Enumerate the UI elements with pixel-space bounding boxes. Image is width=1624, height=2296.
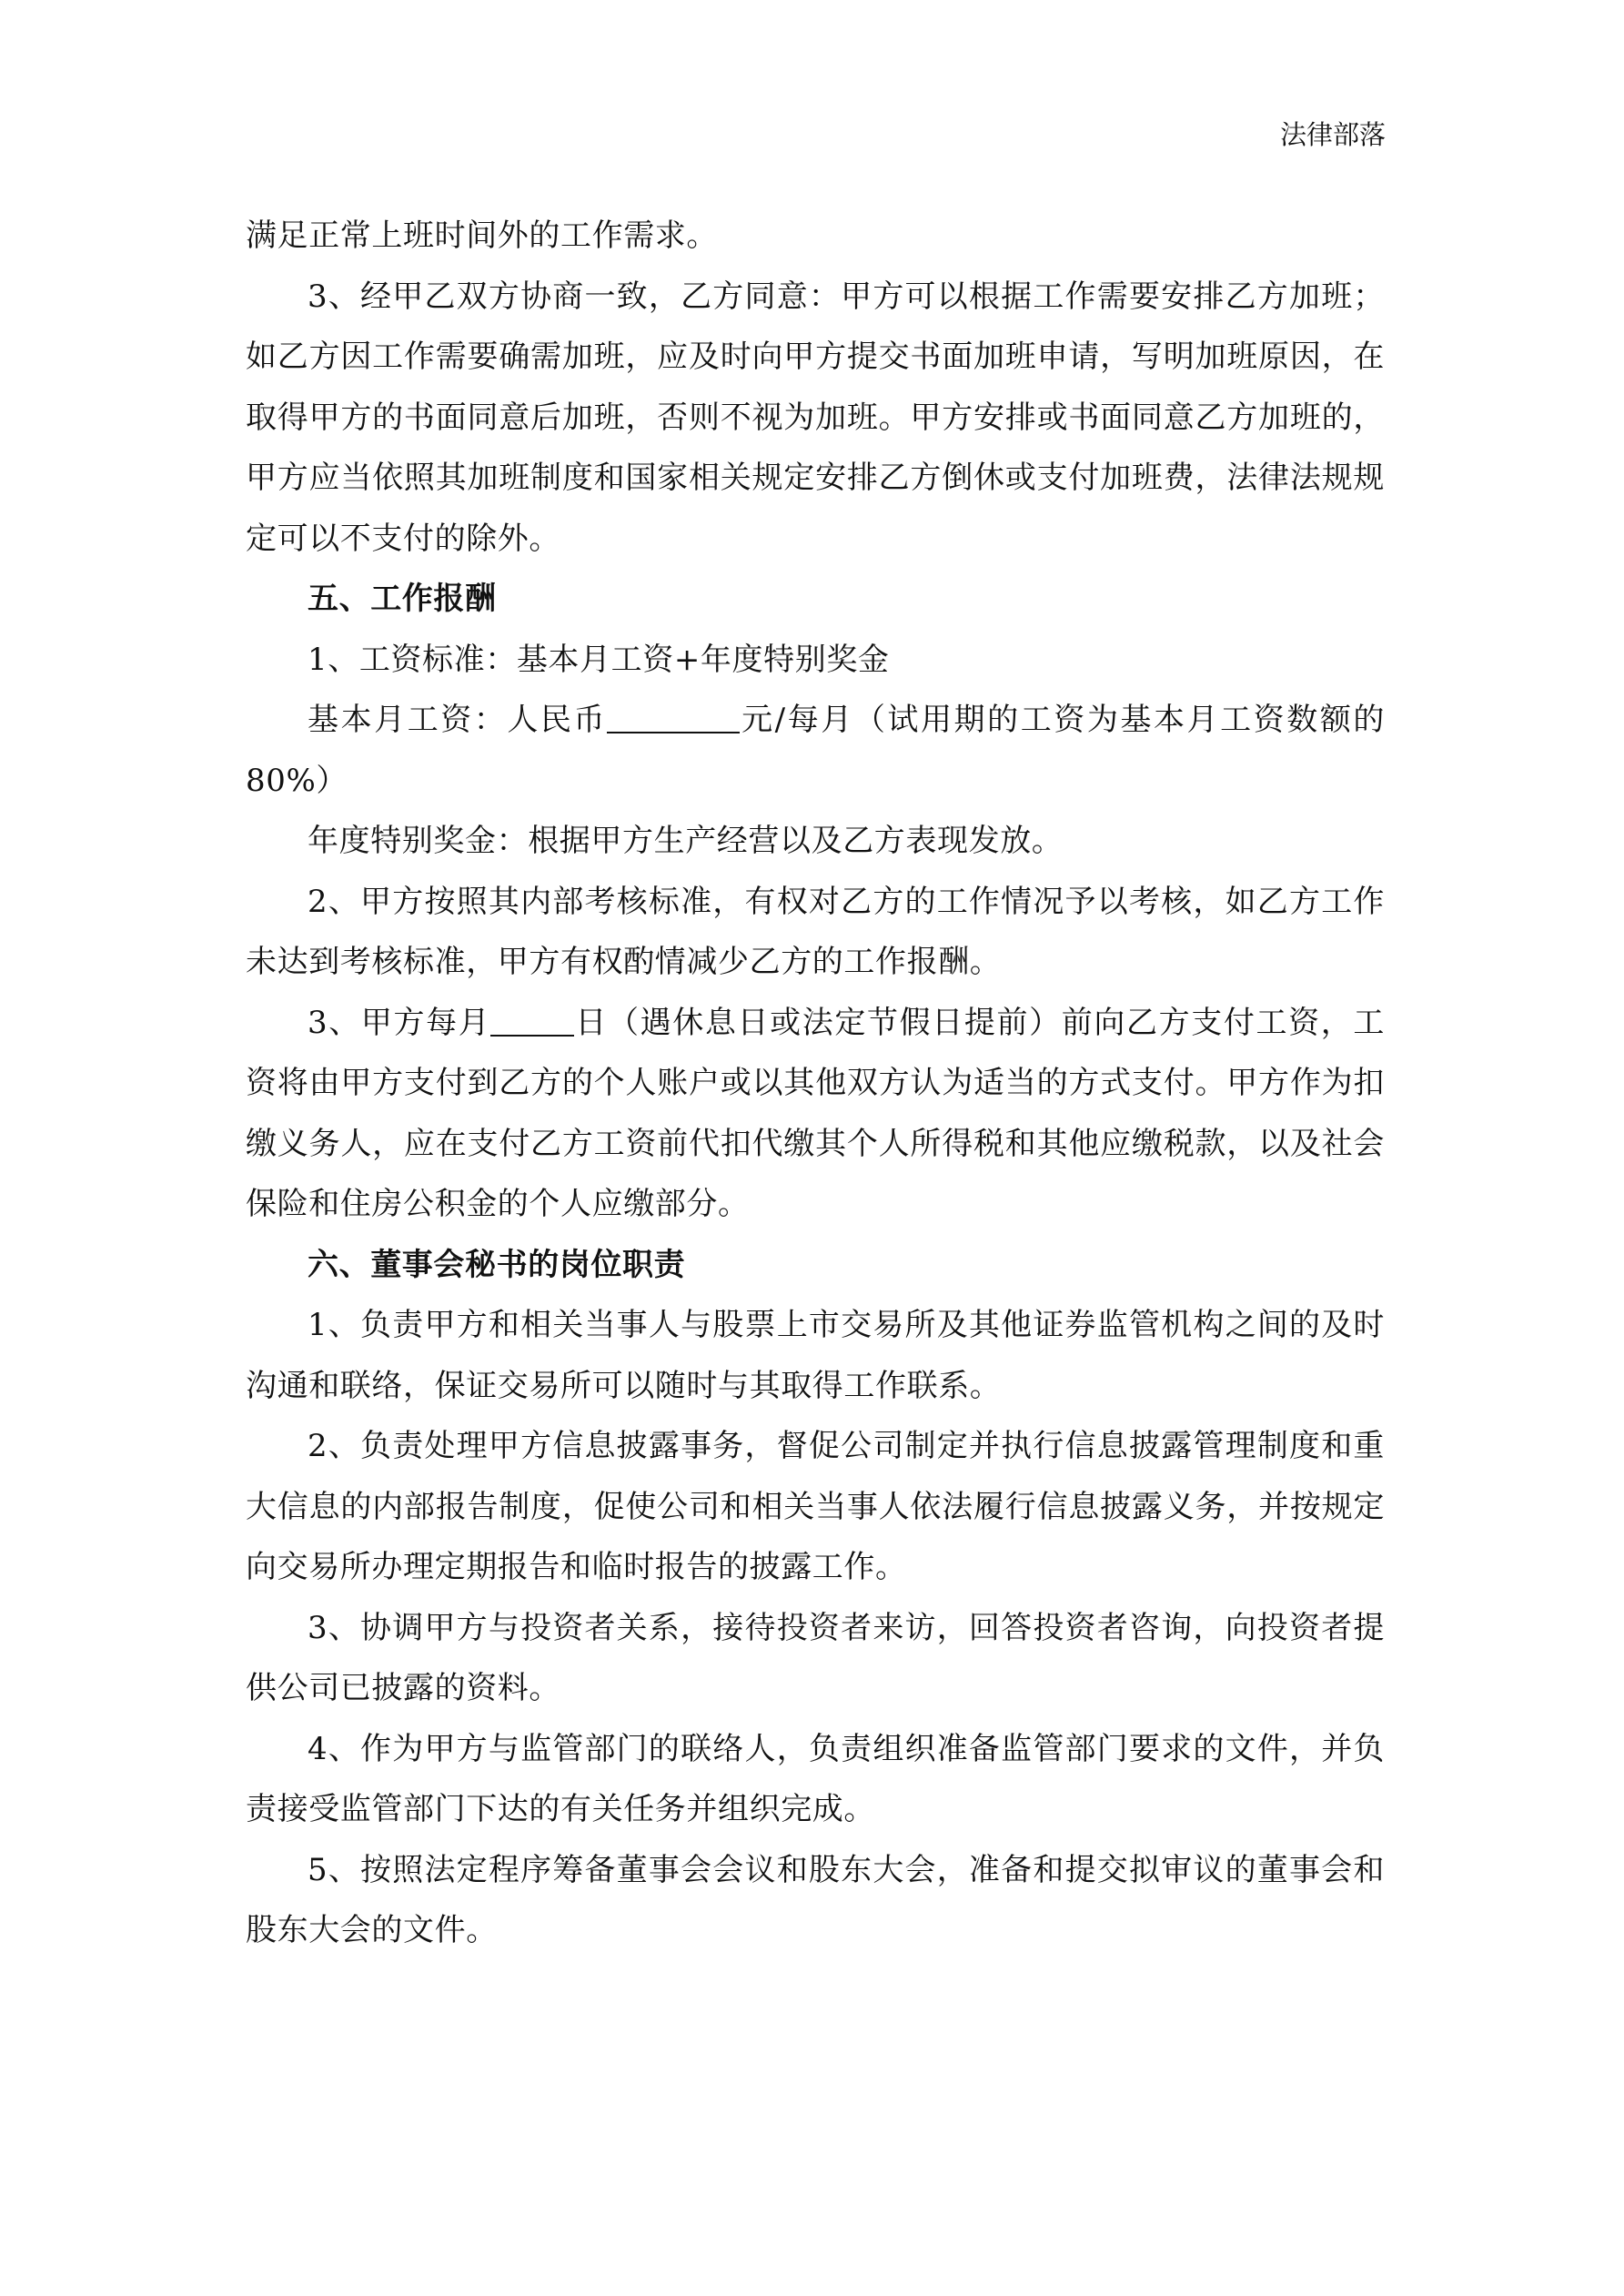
document-body (246, 206, 1385, 1961)
paragraph-pay-day (246, 993, 1385, 1235)
section-heading-secretary-duties: 六、董事会秘书的岗位职责 (308, 1246, 686, 1283)
salary-amount-blank[interactable] (607, 701, 740, 733)
paragraph-overtime-clause: 3、经甲乙双方协商一致，乙方同意：甲方可以根据工作需要安排乙方加班；如乙方因工作需要确需加班，应及时向甲方提交书面加班申请，写明加班原因，在取得甲方的书面同意后加班，否则不视为加班。甲方安排或书面同意乙方加班的，甲方应当依照其加班制度和国家相关规定安排乙方倒休或支付加班费，法律法规规定可以不支付的除外。 (246, 278, 1385, 557)
base-salary-label: 基本月工资：人民币 (308, 702, 608, 738)
pay-day-terms: 日（遇休息日或法定节假日提前）前向乙方支付工资，工资将由甲方支付到乙方的个人账户或以其他双方认为适当的方式支付。甲方作为扣缴义务人，应在支付乙方工资前代扣代缴其个人所得税和其他应缴税款，以及社会保险和住房公积金的个人应缴部分。 (246, 1004, 1386, 1222)
section-heading-compensation: 五、工作报酬 (308, 581, 497, 617)
paragraph-continuation: 满足正常上班时间外的工作需求。 (246, 217, 718, 254)
paragraph-base-salary (246, 690, 1385, 811)
page-header-site-name: 法律部落 (1279, 119, 1386, 150)
paragraph-duty-4: 4、作为甲方与监管部门的联络人，负责组织准备监管部门要求的文件，并负责接受监管部门下达的有关任务并组织完成。 (246, 1730, 1385, 1827)
paragraph-duty-2: 2、负责处理甲方信息披露事务，督促公司制定并执行信息披露管理制度和重大信息的内部报告制度，促使公司和相关当事人依法履行信息披露义务，并按规定向交易所办理定期报告和临时报告的披露工作。 (246, 1428, 1385, 1585)
paragraph-assessment: 2、甲方按照其内部考核标准，有权对乙方的工作情况予以考核，如乙方工作未达到考核标准，甲方有权酌情减少乙方的工作报酬。 (246, 883, 1385, 980)
paragraph-annual-bonus: 年度特别奖金：根据甲方生产经营以及乙方表现发放。 (308, 823, 1064, 859)
pay-day-blank[interactable] (490, 1004, 574, 1037)
paragraph-salary-standard: 1、工资标准：基本月工资+年度特别奖金 (308, 641, 890, 678)
base-salary-terms: 元/每月（试用期的工资为基本月工资数额的80%） (246, 702, 1385, 799)
pay-day-label: 3、甲方每月 (308, 1004, 491, 1041)
paragraph-duty-3: 3、协调甲方与投资者关系，接待投资者来访，回答投资者咨询，向投资者提供公司已披露的资料。 (246, 1609, 1385, 1706)
paragraph-duty-1: 1、负责甲方和相关当事人与股票上市交易所及其他证券监管机构之间的及时沟通和联络，保证交易所可以随时与其取得工作联系。 (246, 1307, 1385, 1404)
paragraph-duty-5: 5、按照法定程序筹备董事会会议和股东大会，准备和提交拟审议的董事会和股东大会的文件。 (246, 1851, 1385, 1948)
